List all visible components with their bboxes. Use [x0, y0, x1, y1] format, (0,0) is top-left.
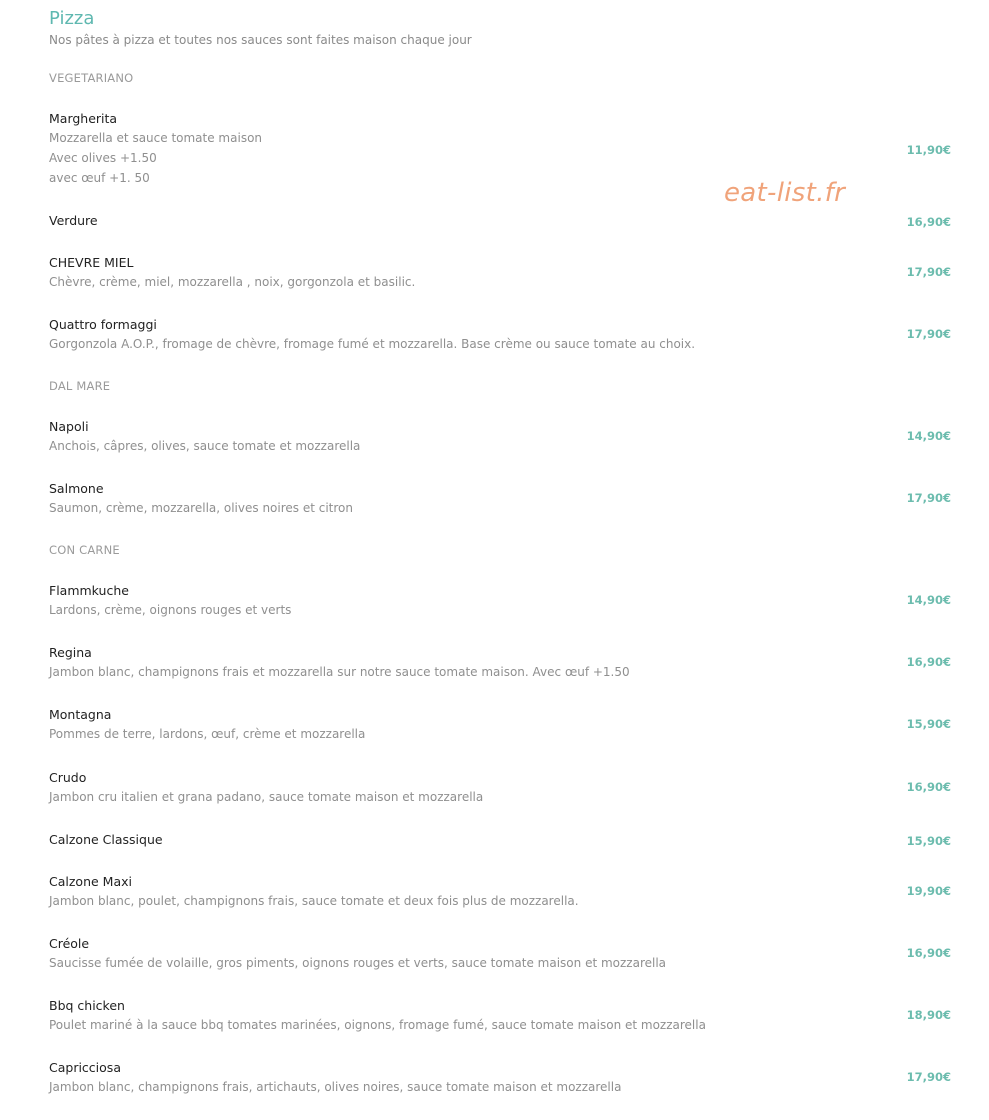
item-price: 14,90€	[906, 593, 951, 607]
item-name: Créole	[49, 936, 90, 951]
item-name: CHEVRE MIEL	[49, 255, 134, 270]
item-name: Calzone Maxi	[49, 874, 132, 889]
item-name: Montagna	[49, 707, 112, 722]
item-description: Anchois, câpres, olives, sauce tomate et mozzarella	[49, 439, 361, 453]
item-description: Jambon blanc, champignons frais, artichauts, olives noires, sauce tomate maison et mozzarella	[49, 1080, 622, 1094]
item-price: 19,90€	[906, 884, 951, 898]
item-price: 15,90€	[906, 834, 951, 848]
menu-item	[49, 418, 951, 456]
item-description: Jambon cru italien et grana padano, sauce tomate maison et mozzarella	[49, 790, 484, 804]
menu-item	[49, 769, 951, 807]
menu-item	[49, 212, 951, 230]
item-name: Crudo	[49, 770, 87, 785]
section-label: VEGETARIANO	[49, 71, 134, 85]
item-description: Saucisse fumée de volaille, gros piments, oignons rouges et verts, sauce tomate maison et mozzarella	[49, 956, 667, 970]
menu-item	[49, 1059, 951, 1097]
menu-title: Pizza	[49, 8, 95, 29]
item-price: 16,90€	[906, 215, 951, 229]
item-description: Jambon blanc, champignons frais et mozzarella sur notre sauce tomate maison. Avec œuf +1.50	[49, 665, 630, 679]
section-label: DAL MARE	[49, 379, 111, 393]
menu-item	[49, 582, 951, 620]
item-price: 16,90€	[906, 655, 951, 669]
item-name: Bbq chicken	[49, 998, 125, 1013]
menu-item	[49, 997, 951, 1035]
item-name: Capricciosa	[49, 1060, 121, 1075]
item-name: Napoli	[49, 419, 89, 434]
menu-item	[49, 480, 951, 518]
item-price: 16,90€	[906, 780, 951, 794]
menu-subtitle: Nos pâtes à pizza et toutes nos sauces sont faites maison chaque jour	[49, 33, 472, 47]
item-description: Mozzarella et sauce tomate maison	[49, 131, 263, 145]
menu-item	[49, 706, 951, 744]
item-price: 14,90€	[906, 429, 951, 443]
item-price: 17,90€	[906, 265, 951, 279]
menu-item	[49, 873, 951, 911]
watermark-logo: eat-list.fr	[724, 178, 846, 208]
menu-item	[49, 831, 951, 849]
menu-item	[49, 935, 951, 973]
item-description: Avec olives +1.50	[49, 151, 157, 165]
item-price: 15,90€	[906, 717, 951, 731]
item-name: Verdure	[49, 213, 98, 228]
item-description: Lardons, crème, oignons rouges et verts	[49, 603, 292, 617]
item-price: 17,90€	[906, 491, 951, 505]
menu-item	[49, 254, 951, 292]
item-name: Quattro formaggi	[49, 317, 157, 332]
item-name: Flammkuche	[49, 583, 129, 598]
item-name: Salmone	[49, 481, 104, 496]
item-description: Gorgonzola A.O.P., fromage de chèvre, fromage fumé et mozzarella. Base crème ou sauce tomate au choix.	[49, 337, 696, 351]
menu-item	[49, 644, 951, 682]
item-description: Pommes de terre, lardons, œuf, crème et mozzarella	[49, 727, 366, 741]
item-price: 16,90€	[906, 946, 951, 960]
item-description: Chèvre, crème, miel, mozzarella , noix, gorgonzola et basilic.	[49, 275, 416, 289]
item-price: 17,90€	[906, 1070, 951, 1084]
item-price: 18,90€	[906, 1008, 951, 1022]
section-label: CON CARNE	[49, 543, 120, 557]
item-description: Jambon blanc, poulet, champignons frais, sauce tomate et deux fois plus de mozzarella.	[49, 894, 579, 908]
item-description: Saumon, crème, mozzarella, olives noires et citron	[49, 501, 353, 515]
item-name: Regina	[49, 645, 92, 660]
item-description: avec œuf +1. 50	[49, 171, 150, 185]
item-name: Calzone Classique	[49, 832, 163, 847]
item-name: Margherita	[49, 111, 118, 126]
item-price: 17,90€	[906, 327, 951, 341]
item-price: 11,90€	[906, 143, 951, 157]
menu-item	[49, 316, 951, 354]
item-description: Poulet mariné à la sauce bbq tomates marinées, oignons, fromage fumé, sauce tomate maison et mozzarella	[49, 1018, 706, 1032]
